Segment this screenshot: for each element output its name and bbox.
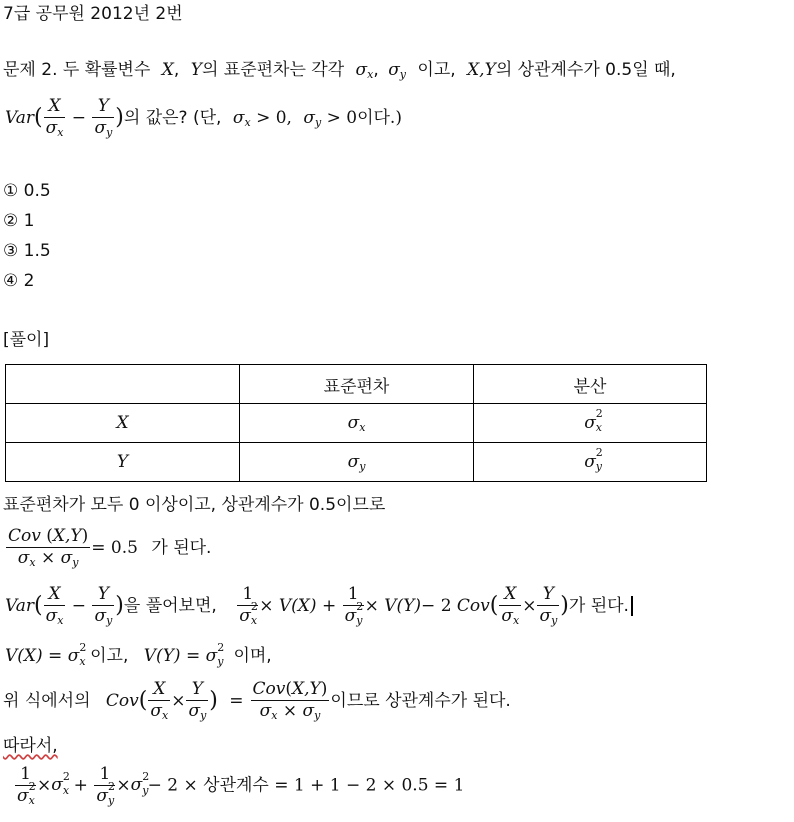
table-header-cell: 분산 <box>474 365 707 404</box>
table-cell-sd: $\sigma_y$ <box>240 443 474 482</box>
problem-line-2: Var( $\frac{X}{\sigma_x}$ − $\frac{Y}{\sigma_y}$ )의 값은? (단, $\sigma_x > 0$, $\sigma_y > 0$이다.) <box>5 96 402 139</box>
table-cell-variance: σ 2 y <box>474 443 707 482</box>
fraction-cov-over-product: $\frac{\text{Cov (X,Y)}}{\sigma_x \times \sigma_y}$ <box>8 526 89 569</box>
gt-zero-end: > 0이다.) <box>326 107 402 128</box>
choice-3: ③ 1.5 <box>3 241 51 261</box>
final-equation: 1 σ 2 x ×σ 2 x + 1 σ 2 y ×σ 2 y − 2 × 상관계수 = 1 + 1 − 2 × 0.5 = 1 <box>17 764 465 807</box>
var-operator: Var <box>5 107 34 128</box>
gt-zero: > 0, <box>256 107 292 128</box>
table-cell-sd: $\sigma_x$ <box>240 404 474 443</box>
table-cell-variance: σ 2 x <box>474 404 707 443</box>
table-cell-var: X <box>6 404 240 443</box>
var-x: X <box>161 60 174 80</box>
solution-variance-defs: V(X) = σ 2 x 이고, V(Y) = σ 2 y 이며, <box>5 641 272 668</box>
eq-half: = 0.5 <box>91 537 138 558</box>
therefore-text: 따라서, <box>3 736 58 756</box>
fraction-x-over-sigma-x: $\frac{X}{\sigma_x}$ <box>45 96 64 139</box>
solution-cov-eq <box>5 527 211 569</box>
table-header-cell: 표준편차 <box>240 365 474 404</box>
sigma-y: $\sigma_y$ <box>388 60 407 81</box>
expand-text: 을 풀어보면, <box>123 595 217 616</box>
table-cell-var: Y <box>6 443 240 482</box>
problem-line-1: 문제 2. 두 확률변수 X, Y의 표준편차는 각각 $\sigma_x$, $\sigma_y$ 이고, X,Y의 상관계수가 0.5일 때, <box>3 60 676 81</box>
sigma-x: $\sigma_x$ <box>355 60 374 81</box>
table-row <box>6 443 707 482</box>
sigma-y-cond: $\sigma_y$ <box>303 107 322 129</box>
comma: , <box>173 60 180 80</box>
sd-variance-table <box>5 364 707 482</box>
becomes-text: 가 된다. <box>151 537 212 558</box>
fraction-y-over-sigma-y: $\frac{Y}{\sigma_y}$ <box>94 96 113 139</box>
solution-line-1: 표준편차가 모두 0 이상이고, 상관계수가 0.5이므로 <box>3 495 386 515</box>
choice-2: ② 1 <box>3 211 35 231</box>
solution-cov-identity: 위 식에서의 Cov( $\frac{X}{\sigma_x}$ × $\frac{Y}{\sigma_y}$ ) = $\frac{\text{Cov(X,Y)}}{\sigma_x \times \sigma_y}$ 이므로 상관계수가 된다. <box>3 679 511 722</box>
var-xy: X,Y <box>467 60 496 80</box>
problem-text-and: 이고, <box>417 60 456 80</box>
solution-heading: [풀이] <box>3 330 50 350</box>
sigma-x-cond: $\sigma_x$ <box>232 107 251 129</box>
becomes-text-2: 가 된다. <box>568 595 629 616</box>
fraction-one-over-var-x: 1 σ 2 x <box>239 584 258 627</box>
problem-text-value: 의 값은? (단, <box>123 107 222 128</box>
problem-text-corr: 의 상관계수가 0.5일 때, <box>495 60 676 80</box>
var-y: Y <box>190 60 202 80</box>
fraction-one-over-var-y: 1 σ 2 y <box>344 584 364 627</box>
problem-text-std: 의 표준편차는 각각 <box>201 60 345 80</box>
table-row <box>6 404 707 443</box>
page-title: 7급 공무원 2012년 2번 <box>3 4 183 24</box>
solution-var-expansion: Var( $\frac{X}{\sigma_x}$ − $\frac{Y}{\sigma_y}$ )을 풀어보면, 1 σ 2 x × V(X) + 1 σ 2 y × V(Y)− 2 Cov( $\frac{X}{\sigma_x}$ × $\frac{Y}{\sigma_y}$ )가 된다. <box>5 585 633 627</box>
table-header-row <box>6 365 707 404</box>
choice-4: ④ 2 <box>3 271 35 291</box>
table-header-cell <box>6 365 240 404</box>
choice-1: ① 0.5 <box>3 181 51 201</box>
problem-prefix: 문제 2. 두 확률변수 <box>3 60 151 80</box>
text-cursor <box>631 596 633 616</box>
